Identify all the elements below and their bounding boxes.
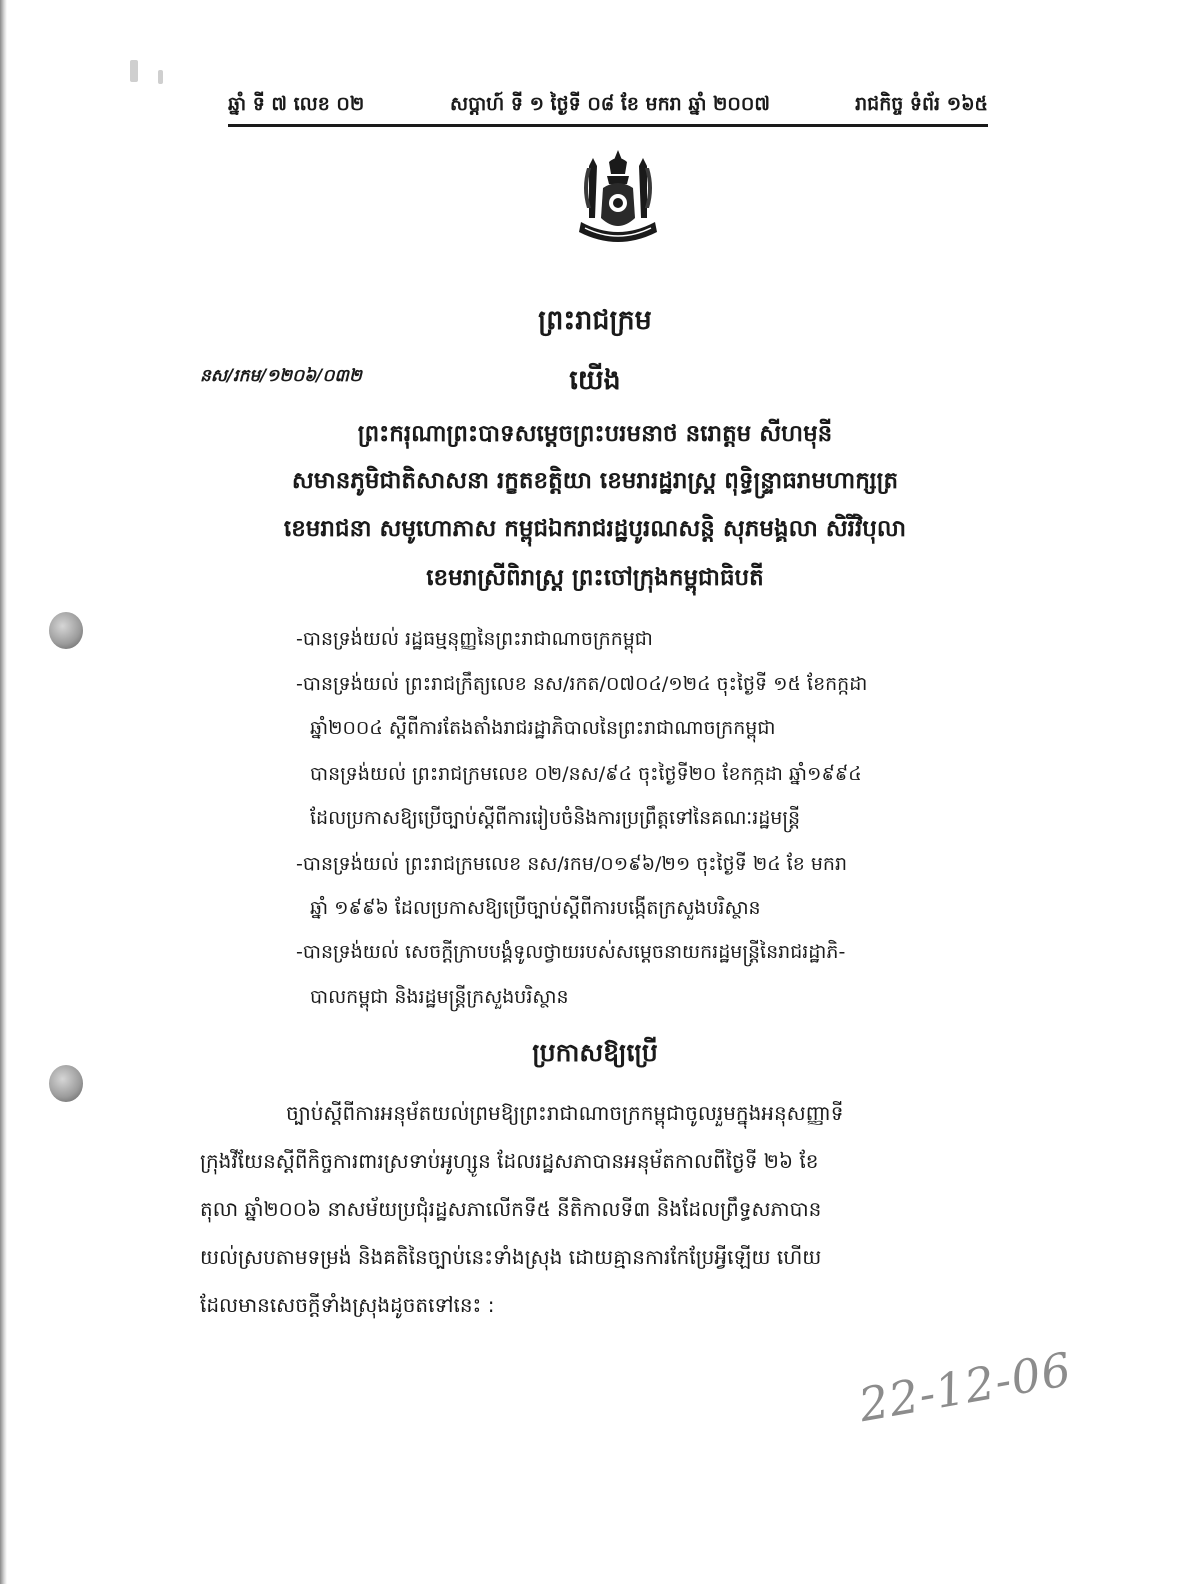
body-line: យល់ស្របតាមទម្រង់ និងគតិនៃច្បាប់នេះទាំងស្រុង ដោយគ្មានការកែប្រែអ្វីឡើយ ហើយ: [200, 1245, 822, 1269]
scan-speck: [130, 60, 138, 82]
header-page: រាជកិច្ច ទំព័រ ១៦៥: [855, 93, 988, 115]
citation-line: -បានទ្រង់យល់ ព្រះរាជក្រមលេខ នស/រកម/០១៩៦/២១ ចុះថ្ងៃទី ២៤ ខែ មករា: [296, 853, 848, 875]
handwritten-date: 22-12-06: [854, 1341, 1076, 1433]
punch-hole-top: [49, 612, 83, 649]
citation-line: -បានទ្រង់យល់ រដ្ឋធម្មនុញ្ញនៃព្រះរាជាណាចក្រកម្ពុជា: [296, 628, 653, 650]
citation-line: ឆ្នាំ ១៩៩៦ ដែលប្រកាសឱ្យប្រើច្បាប់ស្តីពីការបង្កើតក្រសួងបរិស្ថាន: [310, 897, 761, 919]
royal-title-line: ខេមរាស្រីពិរាស្ត្រ ព្រះចៅក្រុងកម្ពុជាធិបតី: [426, 564, 764, 591]
header-rule: [228, 124, 988, 127]
body-line: ក្រុងវីយែនស្តីពីកិច្ចការពារស្រទាប់អូហ្សូន ដែលរដ្ឋសភាបានអនុម័តកាលពីថ្ងៃទី ២៦ ខែ: [200, 1149, 819, 1173]
body-line: ដែលមានសេចក្តីទាំងស្រុងដូចតទៅនេះ :: [200, 1293, 495, 1317]
citation-line: បានទ្រង់យល់ ព្រះរាជក្រមលេខ ០២/នស/៩៤ ចុះថ្ងៃទី២០ ខែកក្កដា ឆ្នាំ១៩៩៤: [310, 763, 862, 785]
scan-speck: [158, 70, 163, 84]
royal-title-line: ខេមរាជនា សមូហោភាស កម្ពុជឯករាជរដ្ឋបូរណសន្តិ សុភមង្គលា សិរីវិបុលា: [283, 515, 907, 542]
document-title: ព្រះរាជក្រម: [538, 305, 652, 336]
royal-title-line: សមានភូមិជាតិសាសនា រក្ខតខត្តិយា ខេមរារដ្ឋរាស្ត្រ ពុទ្ធិន្ទ្រាធរាមហាក្សត្រ: [291, 467, 899, 494]
body-line: តុលា ឆ្នាំ២០០៦ នាសម័យប្រជុំរដ្ឋសភាលើកទី៥ នីតិកាលទី៣ និងដែលព្រឹទ្ធសភាបាន: [200, 1197, 822, 1221]
citation-line: ដែលប្រកាសឱ្យប្រើច្បាប់ស្តីពីការរៀបចំនិងការប្រព្រឹត្តទៅនៃគណៈរដ្ឋមន្ត្រី: [310, 807, 801, 829]
citation-line: -បានទ្រង់យល់ ព្រះរាជក្រឹត្យលេខ នស/រកត/០៧០៤/១២៤ ចុះថ្ងៃទី ១៥ ខែកក្កដា: [296, 673, 868, 695]
royal-title-line: ព្រះករុណាព្រះបាទសម្តេចព្រះបរមនាថ នរោត្តម សីហមុនី: [357, 420, 833, 447]
promulgation-heading: ប្រកាសឱ្យប្រើ: [532, 1038, 658, 1067]
body-line: ច្បាប់ស្តីពីការអនុម័តយល់ព្រមឱ្យព្រះរាជាណាចក្រកម្ពុជាចូលរួមក្នុងអនុសញ្ញាទី: [286, 1101, 844, 1125]
royal-emblem-icon: [573, 148, 663, 252]
header-date: សប្តាហ៍ ទី ១ ថ្ងៃទី ០៨ ខែ មករា ឆ្នាំ ២០០៧: [450, 93, 770, 115]
citation-line: បាលកម្ពុជា និងរដ្ឋមន្ត្រីក្រសួងបរិស្ថាន: [310, 986, 569, 1008]
we-heading: យើង: [569, 365, 621, 396]
scan-page-edge: [0, 0, 7, 1584]
gazette-header: [228, 88, 988, 124]
header-issue: ឆ្នាំ ទី ៧ លេខ ០២: [228, 93, 365, 115]
citation-line: -បានទ្រង់យល់ សេចក្តីក្រាបបង្គំទូលថ្វាយរបស់សម្តេចនាយករដ្ឋមន្ត្រីនៃរាជរដ្ឋាភិ-: [296, 941, 846, 963]
citation-line: ឆ្នាំ២០០៤ ស្តីពីការតែងតាំងរាជរដ្ឋាភិបាលនៃព្រះរាជាណាចក្រកម្ពុជា: [310, 717, 776, 739]
reference-number: នស/រកម/១២០៦/០៣២: [200, 366, 362, 386]
